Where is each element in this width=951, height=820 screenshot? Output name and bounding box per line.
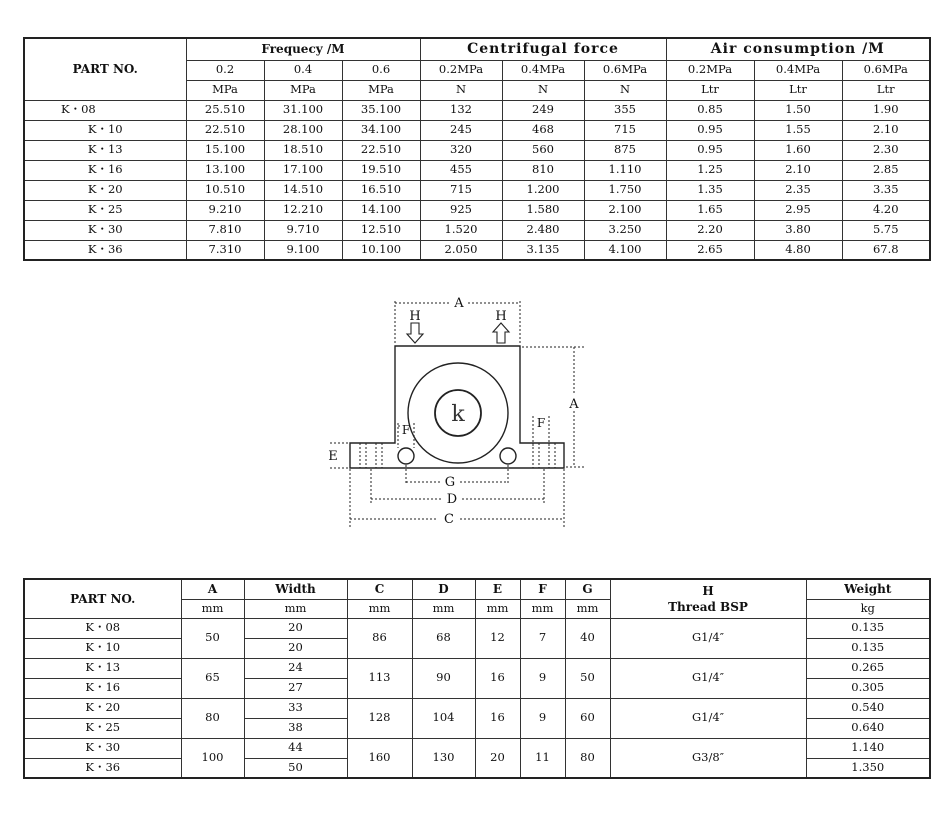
table-row — [24, 140, 930, 160]
freq-pressure-3: 0.6 — [342, 60, 420, 80]
table-row — [24, 240, 930, 260]
part-no-header: PART NO. — [24, 579, 181, 618]
value-cell-a2: 3.80 — [754, 220, 842, 240]
dimension-label-c: C — [444, 512, 454, 527]
value-cell-f2: 12.210 — [264, 200, 342, 220]
air-pressure-1: 0.2MPa — [666, 60, 754, 80]
part-number-cell: K・36 — [24, 240, 186, 260]
dim-d-cell: 90 — [412, 658, 475, 698]
value-cell-f2: 9.710 — [264, 220, 342, 240]
value-cell-c2: 810 — [502, 160, 584, 180]
unit-width: mm — [244, 599, 347, 618]
dimension-label-a-top: A — [454, 296, 464, 311]
freq-unit-1: MPa — [186, 80, 264, 100]
force-unit-1: N — [420, 80, 502, 100]
dim-a-cell: 65 — [181, 658, 244, 698]
value-cell-c2: 3.135 — [502, 240, 584, 260]
value-cell-a1: 1.65 — [666, 200, 754, 220]
value-cell-a2: 2.35 — [754, 180, 842, 200]
value-cell-f3: 14.100 — [342, 200, 420, 220]
label-k: k — [451, 402, 465, 427]
h-arrow-up-icon — [493, 323, 509, 343]
value-cell-f2: 18.510 — [264, 140, 342, 160]
thread-bsp-cell: G1/4″ — [610, 658, 806, 698]
dim-c-cell: 113 — [347, 658, 412, 698]
dimension-label-f-left: F — [401, 423, 411, 437]
value-cell-a1: 2.20 — [666, 220, 754, 240]
value-cell-f3: 12.510 — [342, 220, 420, 240]
dim-a-cell: 50 — [181, 618, 244, 658]
col-header-h-line2: Thread BSP — [668, 599, 748, 614]
value-cell-f3: 10.100 — [342, 240, 420, 260]
part-number-cell: K・25 — [24, 200, 186, 220]
thread-bsp-cell: G3/8″ — [610, 738, 806, 778]
value-cell-a2: 1.60 — [754, 140, 842, 160]
value-cell-c2: 2.480 — [502, 220, 584, 240]
weight-cell: 0.305 — [806, 678, 930, 698]
table-row — [24, 100, 930, 120]
value-cell-f3: 19.510 — [342, 160, 420, 180]
air-unit-1: Ltr — [666, 80, 754, 100]
dimensions-table — [23, 578, 931, 779]
freq-pressure-1: 0.2 — [186, 60, 264, 80]
part-number-cell: K・08 — [24, 100, 186, 120]
unit-d: mm — [412, 599, 475, 618]
unit-c: mm — [347, 599, 412, 618]
col-header-e: E — [475, 579, 520, 599]
col-header-g: G — [565, 579, 610, 599]
part-number-cell: K・13 — [24, 140, 186, 160]
dimension-label-d: D — [446, 492, 458, 507]
value-cell-f1: 15.100 — [186, 140, 264, 160]
part-number-cell: K・10 — [24, 120, 186, 140]
value-cell-c1: 245 — [420, 120, 502, 140]
dim-e-cell: 16 — [475, 658, 520, 698]
dim-f-cell: 9 — [520, 698, 565, 738]
dim-d-cell: 104 — [412, 698, 475, 738]
part-number-cell: K・13 — [24, 658, 181, 678]
dim-d-cell: 130 — [412, 738, 475, 778]
value-cell-a1: 0.95 — [666, 120, 754, 140]
part-number-cell: K・25 — [24, 718, 181, 738]
value-cell-a2: 1.55 — [754, 120, 842, 140]
value-cell-f1: 22.510 — [186, 120, 264, 140]
air-pressure-3: 0.6MPa — [842, 60, 930, 80]
part-number-cell: K・16 — [24, 678, 181, 698]
dim-a-cell: 100 — [181, 738, 244, 778]
value-cell-c3: 1.110 — [584, 160, 666, 180]
value-cell-f1: 10.510 — [186, 180, 264, 200]
value-cell-a2: 1.50 — [754, 100, 842, 120]
value-cell-f1: 25.510 — [186, 100, 264, 120]
col-header-weight: Weight — [806, 579, 930, 599]
h-arrow-down-icon — [407, 323, 423, 343]
col-header-d: D — [412, 579, 475, 599]
table-row — [24, 120, 930, 140]
col-header-width: Width — [244, 579, 347, 599]
weight-cell: 0.640 — [806, 718, 930, 738]
table-row — [24, 738, 930, 758]
width-cell: 38 — [244, 718, 347, 738]
value-cell-c3: 4.100 — [584, 240, 666, 260]
value-cell-a2: 2.95 — [754, 200, 842, 220]
value-cell-f2: 31.100 — [264, 100, 342, 120]
dim-g-cell: 80 — [565, 738, 610, 778]
air-unit-3: Ltr — [842, 80, 930, 100]
force-pressure-1: 0.2MPa — [420, 60, 502, 80]
value-cell-a2: 2.10 — [754, 160, 842, 180]
dim-a-cell: 80 — [181, 698, 244, 738]
dim-d-cell: 68 — [412, 618, 475, 658]
mounting-hole-left — [398, 448, 414, 464]
value-cell-f2: 14.510 — [264, 180, 342, 200]
value-cell-f2: 28.100 — [264, 120, 342, 140]
part-number-cell: K・30 — [24, 738, 181, 758]
value-cell-f3: 35.100 — [342, 100, 420, 120]
dim-e-cell: 12 — [475, 618, 520, 658]
col-header-h-line1: H — [702, 583, 714, 598]
dim-e-cell: 20 — [475, 738, 520, 778]
table-row — [24, 658, 930, 678]
unit-weight: kg — [806, 599, 930, 618]
dimension-label-e: E — [328, 449, 338, 464]
value-cell-a2: 4.80 — [754, 240, 842, 260]
label-h-right: H — [495, 309, 507, 324]
value-cell-a3: 2.30 — [842, 140, 930, 160]
table-row — [24, 200, 930, 220]
value-cell-c3: 355 — [584, 100, 666, 120]
air-pressure-2: 0.4MPa — [754, 60, 842, 80]
value-cell-c1: 1.520 — [420, 220, 502, 240]
table-row — [24, 698, 930, 718]
weight-cell: 1.140 — [806, 738, 930, 758]
dim-g-cell: 60 — [565, 698, 610, 738]
unit-g: mm — [565, 599, 610, 618]
performance-table — [23, 37, 931, 261]
value-cell-f1: 13.100 — [186, 160, 264, 180]
value-cell-a1: 0.85 — [666, 100, 754, 120]
value-cell-c2: 1.580 — [502, 200, 584, 220]
value-cell-c3: 3.250 — [584, 220, 666, 240]
width-cell: 33 — [244, 698, 347, 718]
value-cell-c2: 468 — [502, 120, 584, 140]
part-number-cell: K・36 — [24, 758, 181, 778]
centrifugal-force-header: Centrifugal force — [420, 38, 666, 60]
unit-f: mm — [520, 599, 565, 618]
value-cell-c2: 1.200 — [502, 180, 584, 200]
value-cell-f2: 17.100 — [264, 160, 342, 180]
col-header-c: C — [347, 579, 412, 599]
air-consumption-header: Air consumption /M — [666, 38, 930, 60]
table-row — [24, 160, 930, 180]
dim-f-cell: 9 — [520, 658, 565, 698]
table-row — [24, 618, 930, 638]
value-cell-f1: 7.810 — [186, 220, 264, 240]
vibrator-dimension-diagram — [300, 283, 620, 538]
value-cell-c1: 132 — [420, 100, 502, 120]
value-cell-f3: 16.510 — [342, 180, 420, 200]
value-cell-f2: 9.100 — [264, 240, 342, 260]
unit-a: mm — [181, 599, 244, 618]
force-pressure-2: 0.4MPa — [502, 60, 584, 80]
weight-cell: 0.540 — [806, 698, 930, 718]
width-cell: 27 — [244, 678, 347, 698]
part-number-cell: K・30 — [24, 220, 186, 240]
value-cell-a1: 1.35 — [666, 180, 754, 200]
col-header-f: F — [520, 579, 565, 599]
width-cell: 44 — [244, 738, 347, 758]
value-cell-c1: 320 — [420, 140, 502, 160]
weight-cell: 1.350 — [806, 758, 930, 778]
value-cell-c1: 715 — [420, 180, 502, 200]
dim-e-cell: 16 — [475, 698, 520, 738]
value-cell-c3: 2.100 — [584, 200, 666, 220]
dim-g-cell: 50 — [565, 658, 610, 698]
value-cell-c1: 2.050 — [420, 240, 502, 260]
dimension-label-a-right: A — [569, 397, 579, 412]
value-cell-c1: 925 — [420, 200, 502, 220]
value-cell-a3: 2.85 — [842, 160, 930, 180]
width-cell: 20 — [244, 638, 347, 658]
table-row — [24, 180, 930, 200]
value-cell-c2: 249 — [502, 100, 584, 120]
dimension-label-g: G — [444, 475, 456, 490]
air-unit-2: Ltr — [754, 80, 842, 100]
width-cell: 50 — [244, 758, 347, 778]
value-cell-a3: 4.20 — [842, 200, 930, 220]
part-number-cell: K・20 — [24, 698, 181, 718]
value-cell-a3: 5.75 — [842, 220, 930, 240]
freq-unit-2: MPa — [264, 80, 342, 100]
dim-c-cell: 86 — [347, 618, 412, 658]
dim-f-cell: 11 — [520, 738, 565, 778]
value-cell-a3: 1.90 — [842, 100, 930, 120]
weight-cell: 0.135 — [806, 618, 930, 638]
part-number-cell: K・08 — [24, 618, 181, 638]
value-cell-a1: 1.25 — [666, 160, 754, 180]
value-cell-c3: 715 — [584, 120, 666, 140]
dimension-label-f-right: F — [536, 416, 546, 430]
freq-pressure-2: 0.4 — [264, 60, 342, 80]
frequency-header: Frequecy /M — [186, 38, 420, 60]
value-cell-c3: 1.750 — [584, 180, 666, 200]
force-pressure-3: 0.6MPa — [584, 60, 666, 80]
value-cell-c1: 455 — [420, 160, 502, 180]
width-cell: 24 — [244, 658, 347, 678]
thread-bsp-cell: G1/4″ — [610, 618, 806, 658]
force-unit-2: N — [502, 80, 584, 100]
weight-cell: 0.265 — [806, 658, 930, 678]
value-cell-a3: 3.35 — [842, 180, 930, 200]
dim-c-cell: 128 — [347, 698, 412, 738]
mounting-hole-right — [500, 448, 516, 464]
weight-cell: 0.135 — [806, 638, 930, 658]
part-number-cell: K・10 — [24, 638, 181, 658]
dim-c-cell: 160 — [347, 738, 412, 778]
value-cell-f3: 22.510 — [342, 140, 420, 160]
value-cell-a1: 0.95 — [666, 140, 754, 160]
col-header-a: A — [181, 579, 244, 599]
value-cell-a3: 67.8 — [842, 240, 930, 260]
part-number-cell: K・20 — [24, 180, 186, 200]
dim-f-cell: 7 — [520, 618, 565, 658]
value-cell-c3: 875 — [584, 140, 666, 160]
unit-e: mm — [475, 599, 520, 618]
freq-unit-3: MPa — [342, 80, 420, 100]
value-cell-f1: 7.310 — [186, 240, 264, 260]
value-cell-f3: 34.100 — [342, 120, 420, 140]
table-row — [24, 220, 930, 240]
value-cell-c2: 560 — [502, 140, 584, 160]
width-cell: 20 — [244, 618, 347, 638]
value-cell-f1: 9.210 — [186, 200, 264, 220]
label-h-left: H — [409, 309, 421, 324]
thread-bsp-cell: G1/4″ — [610, 698, 806, 738]
dim-g-cell: 40 — [565, 618, 610, 658]
part-number-cell: K・16 — [24, 160, 186, 180]
value-cell-a3: 2.10 — [842, 120, 930, 140]
force-unit-3: N — [584, 80, 666, 100]
value-cell-a1: 2.65 — [666, 240, 754, 260]
part-no-header: PART NO. — [24, 38, 186, 100]
col-header-h — [610, 579, 806, 618]
